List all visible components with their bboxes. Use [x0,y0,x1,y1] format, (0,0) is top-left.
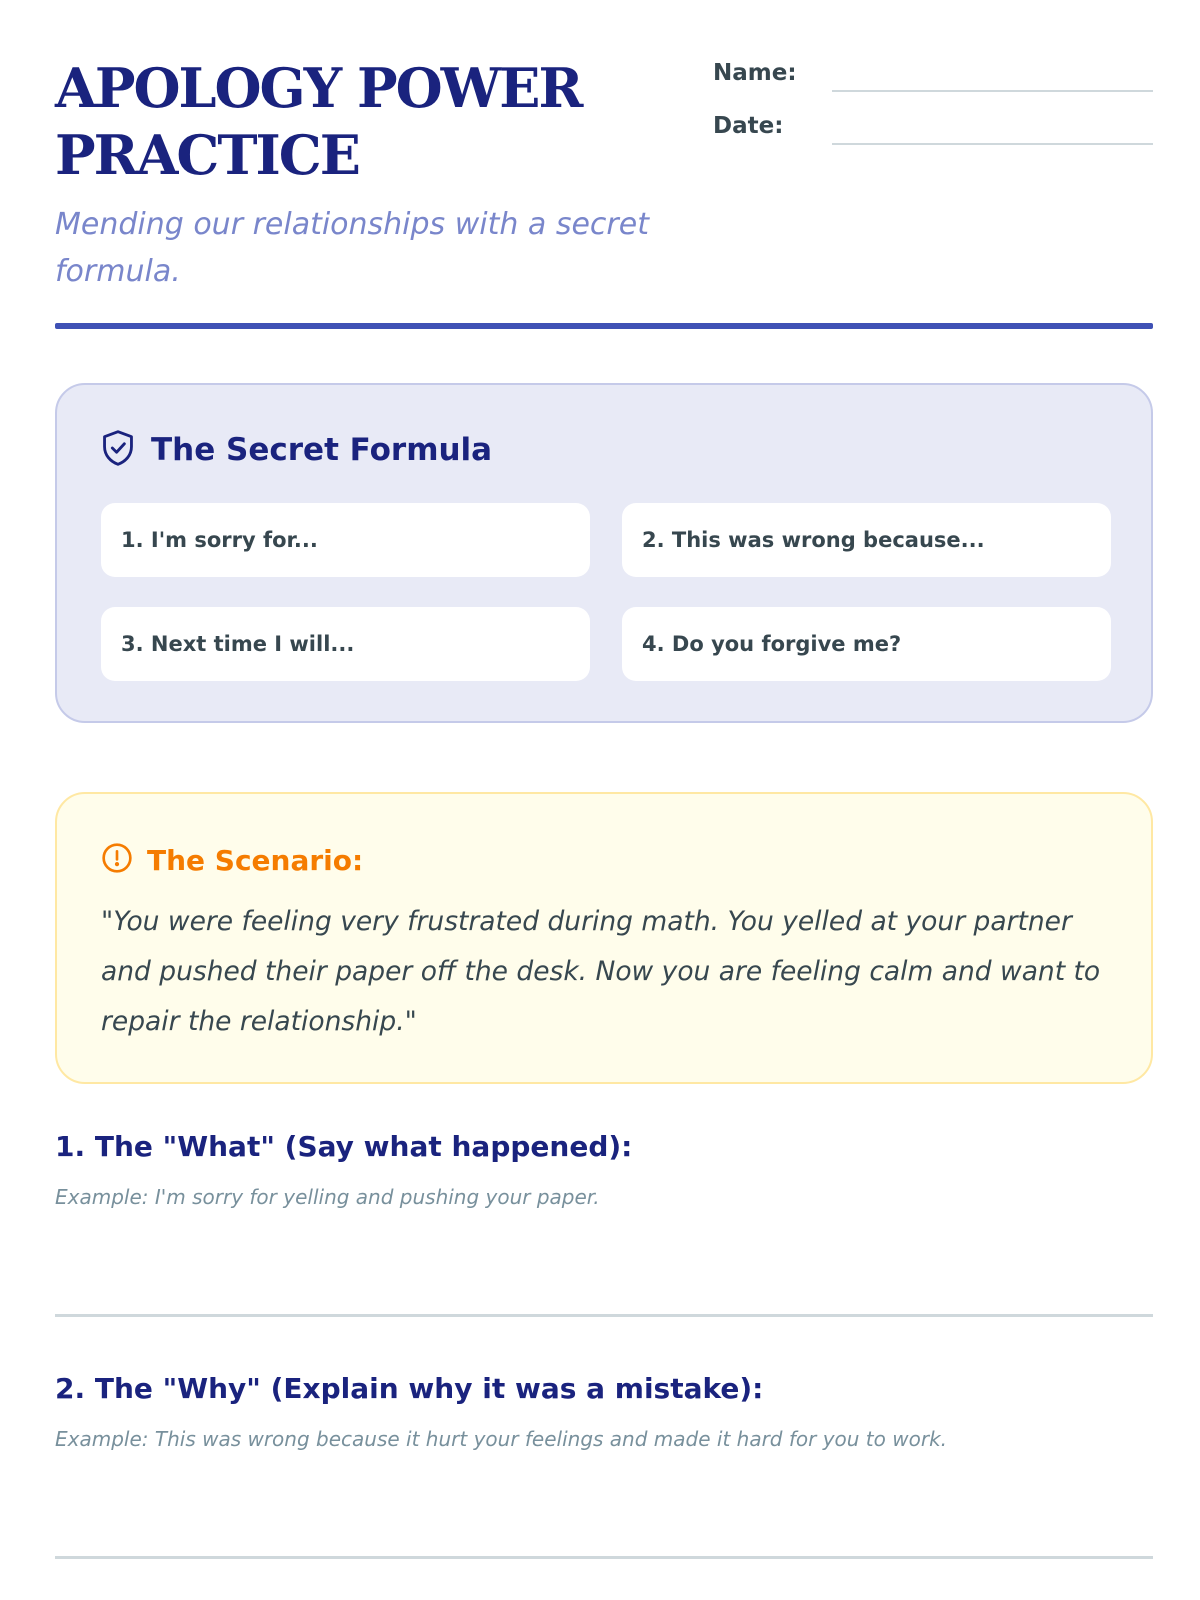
formula-heading [101,429,492,471]
formula-step: 3. Next time I will... [101,607,590,681]
scenario-card [55,792,1153,1084]
page-subtitle: Mending our relationships with a secret formula. [55,207,649,289]
question-example: Example: I'm sorry for yelling and pushing your paper. [55,1185,600,1209]
name-row [713,55,1153,108]
scenario-title: The Scenario: [147,843,364,877]
secret-formula-card [55,383,1153,723]
header-divider [55,323,1153,329]
scenario-text: "You were feeling very frustrated during math. You yelled at your partner and pushed their paper off the desk. Now you are feeling calm and want to repair the relationship." [101,906,1101,1037]
question-label: 1. The "What" (Say what happened): [55,1130,633,1163]
formula-steps [101,503,1111,681]
date-row [713,108,1153,161]
name-field[interactable] [832,90,1153,92]
answer-line-what[interactable] [55,1314,1153,1317]
shield-check-icon [101,429,135,471]
question-label: 2. The "Why" (Explain why it was a mistake): [55,1372,764,1405]
name-label: Name: [713,60,797,86]
question-why [55,1372,1153,1451]
worksheet-header [55,55,1153,295]
formula-step: 2. This was wrong because... [622,503,1111,577]
student-info [713,55,1153,161]
formula-title: The Secret Formula [151,432,493,468]
page-title: APOLOGY POWER PRACTICE [55,56,582,187]
formula-step: 1. I'm sorry for... [101,503,590,577]
question-what [55,1130,1153,1209]
date-label: Date: [713,113,784,139]
formula-step: 4. Do you forgive me? [622,607,1111,681]
answer-line-why[interactable] [55,1556,1153,1559]
question-example: Example: This was wrong because it hurt your feelings and made it hard for you to work. [55,1427,948,1451]
date-field[interactable] [832,143,1153,145]
scenario-heading [101,842,363,878]
alert-circle-icon [101,842,133,878]
